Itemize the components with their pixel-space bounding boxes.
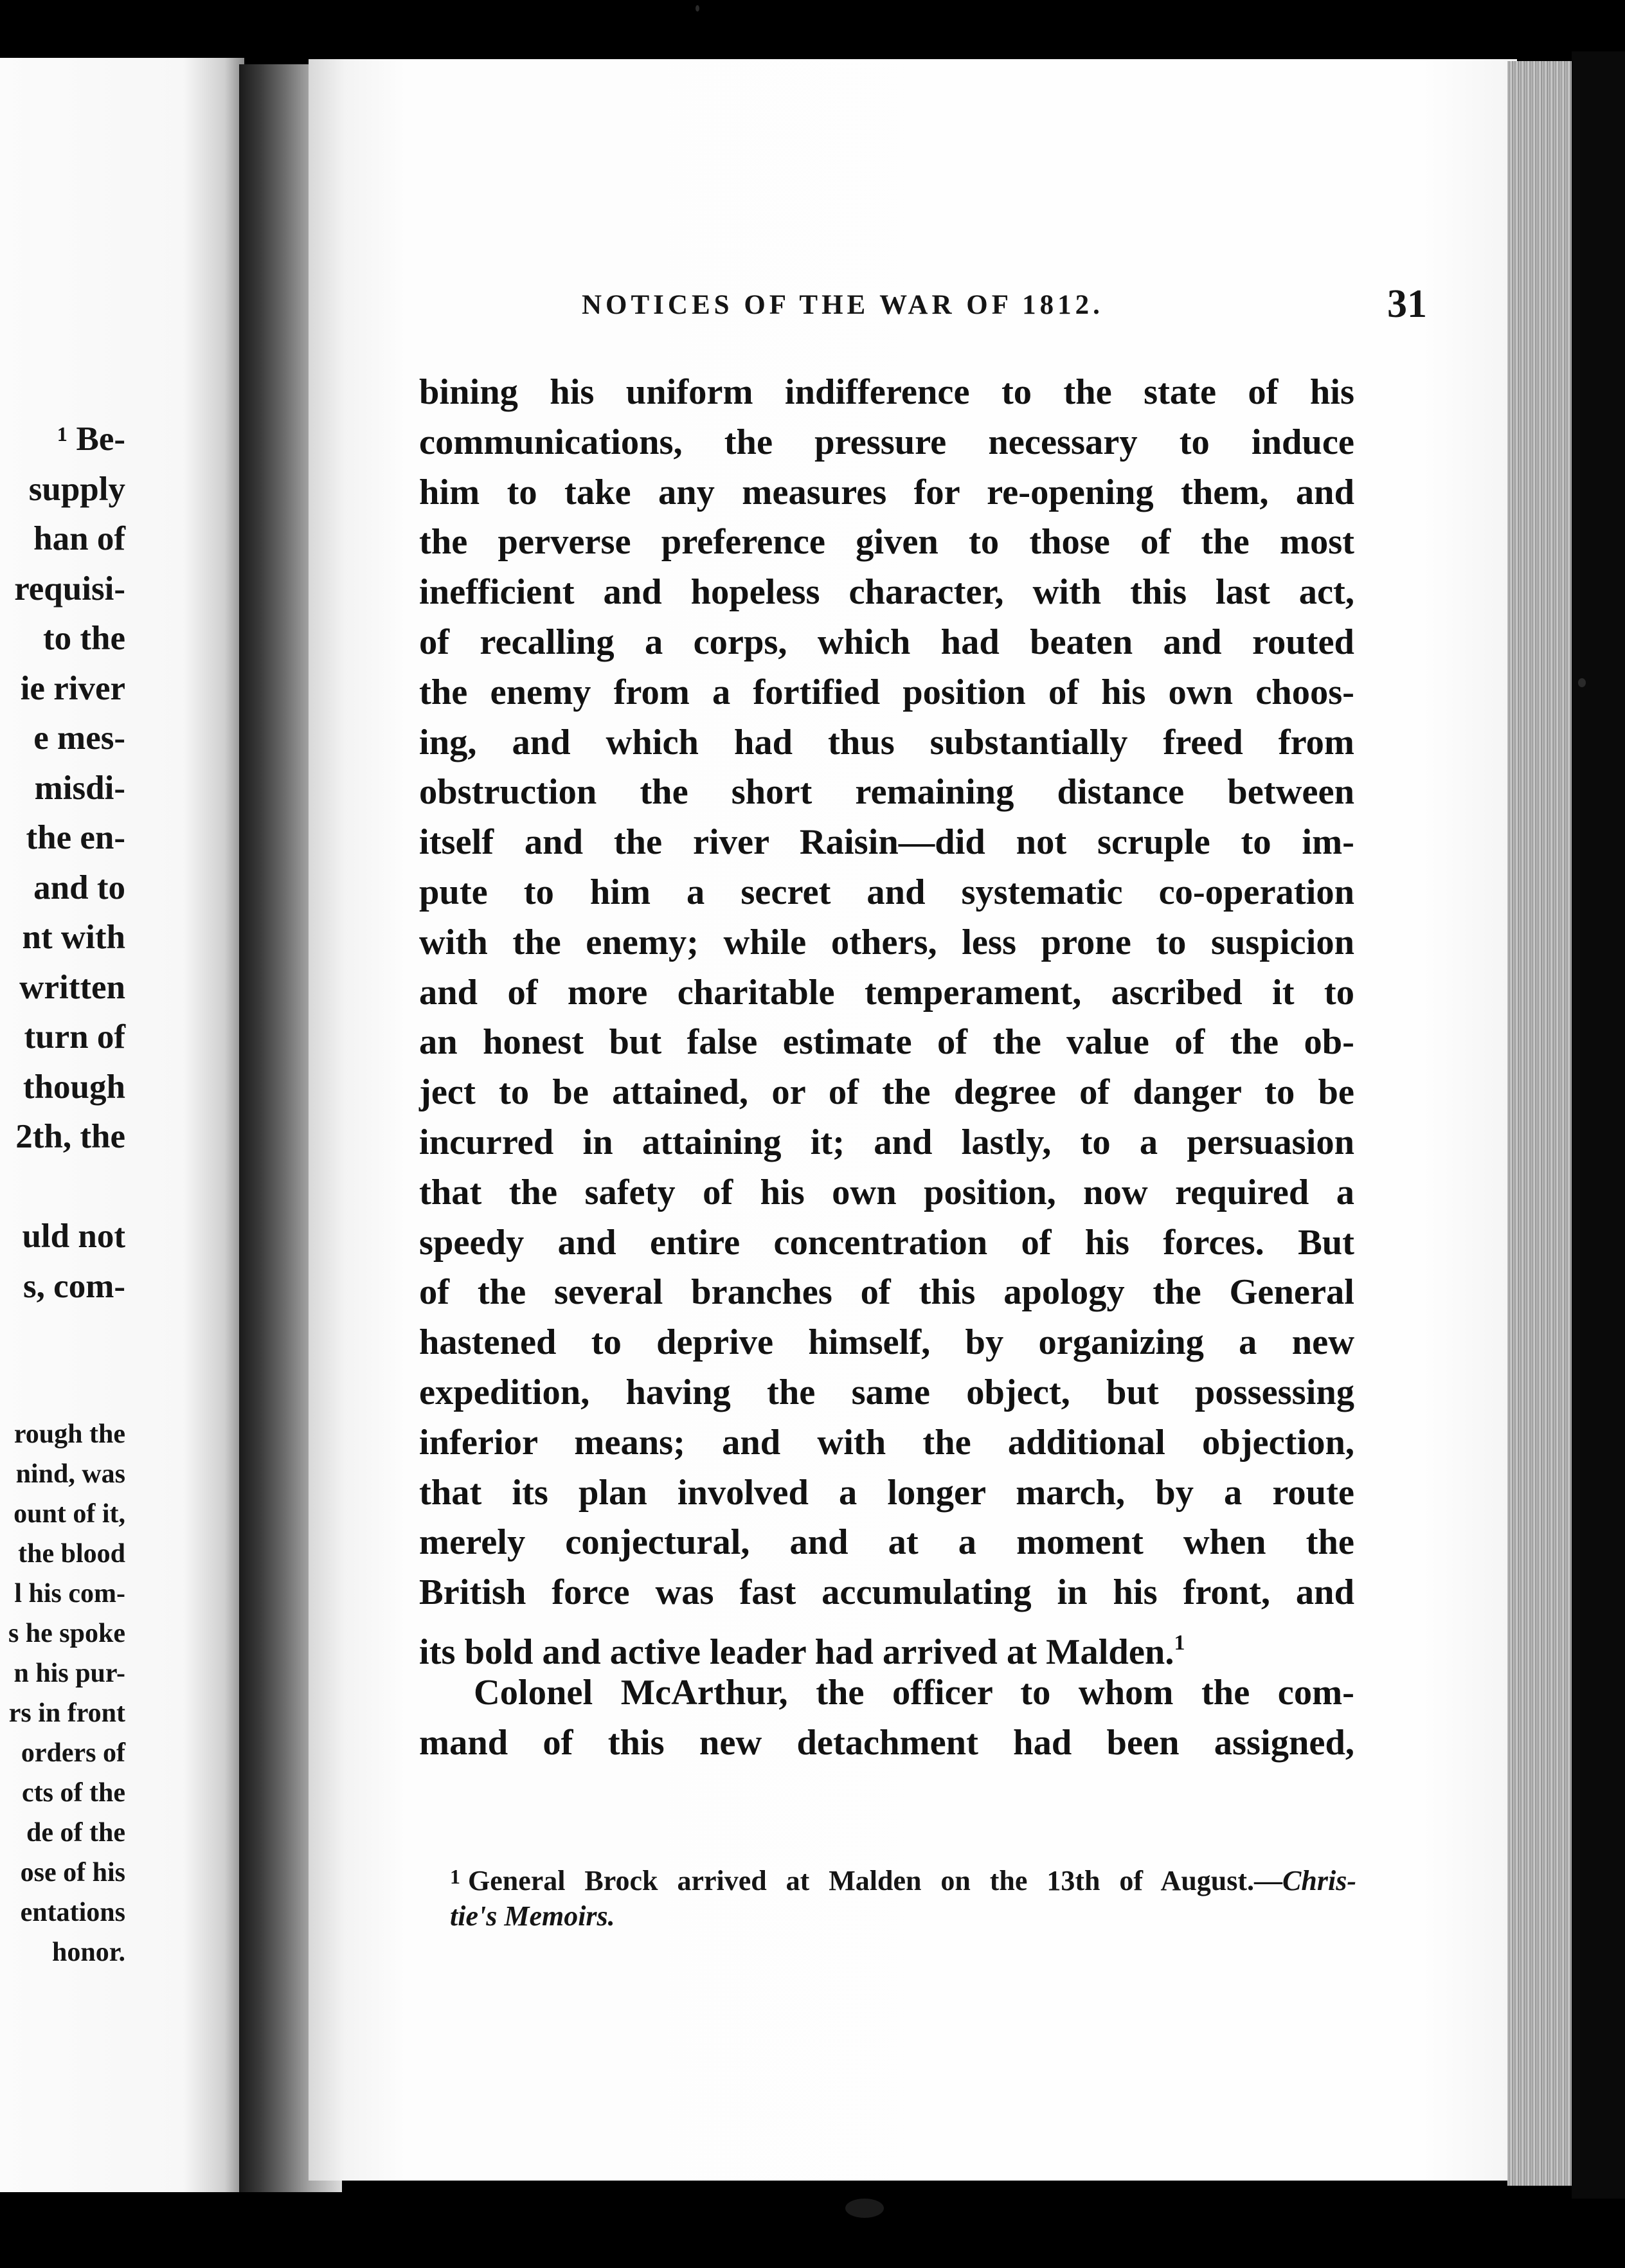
footnote-source: tie's Memoirs.: [450, 1900, 615, 1932]
text-line: merely conjectural, and at a moment when the: [419, 1522, 1354, 1563]
previous-page: [0, 58, 244, 2192]
previous-page-note-line: de of the: [26, 1818, 125, 1848]
text-line: of recalling a corps, which had beaten and routed: [419, 622, 1354, 662]
text-line-with-footnote-ref: [419, 1618, 1354, 1672]
text-line: the perverse preference given to those of the most: [419, 522, 1354, 562]
text-line: itself and the river Raisin—did not scruple to im-: [419, 822, 1354, 863]
text-line: ing, and which had thus substantially freed from: [419, 722, 1354, 762]
previous-page-line: [0, 1162, 125, 1212]
text-line: him to take any measures for re-opening them, and: [419, 472, 1354, 512]
previous-page-line: ie river: [20, 669, 125, 707]
previous-page-note-line: the blood: [18, 1539, 125, 1569]
text-line: British force was fast accumulating in his front, and: [419, 1572, 1354, 1613]
scan-speck: [845, 2199, 884, 2218]
text-line: hastened to deprive himself, by organizing a new: [419, 1322, 1354, 1363]
previous-page-line: requisi-: [14, 570, 125, 608]
page-fore-edge: [1507, 61, 1575, 2186]
previous-page-line: written: [19, 968, 125, 1006]
text-line: obstruction the short remaining distance between: [419, 772, 1354, 813]
previous-page-line: han of: [33, 520, 125, 557]
previous-page-line: turn of: [24, 1018, 125, 1056]
previous-page-note-line: orders of: [21, 1738, 125, 1768]
previous-page-note-line: l his com-: [14, 1579, 125, 1608]
footnote-line: [450, 1857, 1356, 1896]
previous-page-line: though: [22, 1068, 125, 1106]
previous-page-note-line: n his pur-: [13, 1659, 125, 1688]
footnote-line: [450, 1896, 1356, 1936]
footnote-reference: 1: [1174, 1630, 1185, 1655]
text-line: and of more charitable temperament, ascribed it to: [419, 972, 1354, 1013]
page-number: 31: [1387, 282, 1427, 326]
text-line: speedy and entire concentration of his forces. But: [419, 1222, 1354, 1263]
text-line: inefficient and hopeless character, with this last act,: [419, 572, 1354, 613]
scan-border: [1572, 51, 1625, 2199]
text-line: that its plan involved a longer march, by a route: [419, 1472, 1354, 1513]
paragraph-first-line: Colonel McArthur, the officer to whom the com-: [474, 1672, 1354, 1713]
text-line: expedition, having the same object, but possessing: [419, 1372, 1354, 1412]
text-line: its bold and active leader had arrived at Malden.: [419, 1632, 1174, 1672]
text-line: communications, the pressure necessary to induce: [419, 422, 1354, 462]
previous-page-note-line: s he spoke: [8, 1619, 125, 1648]
text-line: bining his uniform indifference to the state of his: [419, 372, 1354, 412]
previous-page-line: the en-: [26, 819, 125, 856]
footnote-source: Chris-: [1282, 1865, 1356, 1896]
previous-page-line: supply: [28, 470, 125, 508]
previous-page-note-line: rough the: [13, 1419, 125, 1449]
previous-page-note-line: ose of his: [20, 1858, 125, 1887]
text-line: with the enemy; while others, less prone to suspicion: [419, 922, 1354, 962]
footnote-mark: 1: [450, 1865, 460, 1888]
running-head: NOTICES OF THE WAR OF 1812.: [582, 290, 1104, 320]
text-line: an honest but false estimate of the value of the ob-: [419, 1022, 1354, 1063]
text-line: incurred in attaining it; and lastly, to a persuasion: [419, 1122, 1354, 1162]
previous-page-line: ¹ Be-: [57, 420, 125, 458]
text-line: the enemy from a fortified position of his own choos-: [419, 672, 1354, 712]
footnote: [450, 1857, 1356, 1936]
previous-page-line: to the: [42, 620, 125, 657]
text-line: mand of this new detachment had been assigned,: [419, 1722, 1354, 1763]
text-line: pute to him a secret and systematic co-operation: [419, 872, 1354, 912]
text-line: of the several branches of this apology the General: [419, 1272, 1354, 1313]
previous-page-line: s, com-: [23, 1267, 125, 1305]
previous-page-line: uld not: [22, 1218, 125, 1255]
previous-page-line: 2th, the: [15, 1118, 125, 1155]
previous-page-body: [0, 415, 125, 1311]
text-line: that the safety of his own position, now required a: [419, 1172, 1354, 1212]
text-line: ject to be attained, or of the degree of danger to be: [419, 1072, 1354, 1113]
scan-speck: [1578, 678, 1586, 687]
previous-page-note-line: nind, was: [15, 1459, 125, 1489]
previous-page-note-line: honor.: [51, 1938, 125, 1967]
previous-page-line: nt with: [22, 919, 125, 956]
previous-page-note-line: cts of the: [22, 1778, 125, 1808]
body-text: [419, 368, 1354, 1768]
previous-page-line: misdi-: [34, 769, 125, 807]
text-line: inferior means; and with the additional objection,: [419, 1422, 1354, 1462]
previous-page-line: and to: [33, 869, 125, 906]
previous-page-note-line: ount of it,: [13, 1499, 125, 1529]
previous-page-line: e mes-: [33, 719, 125, 757]
previous-page-footnotes: [0, 1414, 125, 1972]
scan-speck: [696, 5, 699, 12]
previous-page-note-line: rs in front: [8, 1698, 125, 1728]
footnote-text: General Brock arrived at Malden on the 13th of August.—: [468, 1865, 1283, 1896]
previous-page-note-line: entations: [20, 1898, 125, 1927]
